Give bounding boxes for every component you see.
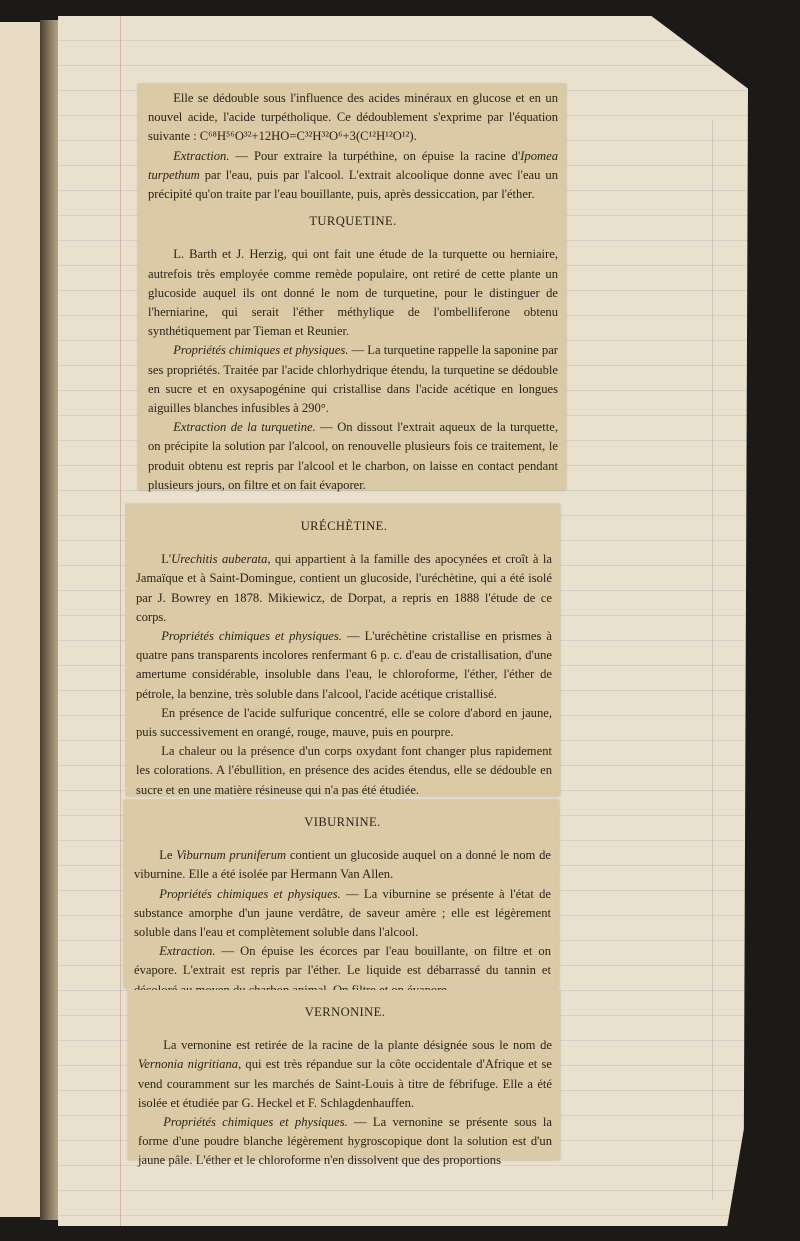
right-margin-rule: [712, 120, 713, 1200]
heading-vernonine: VERNONINE.: [304, 1005, 386, 1019]
paragraph-turpethine-split: Elle se dédouble sous l'influence des acides minéraux en glucose et en un nouvel acide, l'acide turpétholique. Ce dédoublement s'exprime par l'équation suivante : C⁶⁸H⁵⁶O³²+12HO=C³²H³²O⁶+3(C¹²H¹²O¹²).: [148, 91, 558, 144]
heading-viburnine: VIBURNINE.: [304, 815, 381, 829]
paragraph-vernonine-intro: La vernonine est retirée de la racine de la plante désignée sous le nom de Vernonia nigritiana, qui est très répandue sur la côte occidentale d'Afrique et se vend couramment sur les marchés de Saint-Louis à titre de fébrifuge. Elle a été isolée et étudiée par G. Heckel et F. Schlagdenhauffen.: [138, 1038, 552, 1110]
margin-rule: [120, 16, 121, 1226]
heading-urechetine: URÉCHÈTINE.: [300, 519, 388, 533]
paragraph-turquetine-extraction: Extraction de la turquetine. — On dissout l'extrait aqueux de la turquette, on précipite la solution par l'alcool, on renouvelle plusieurs fois ce traitement, le produit obtenu est repris par l'alcool et le charbon, on laisse en contact pendant plusieurs jours, on filtre et on fait évaporer.: [148, 420, 558, 492]
paragraph-urechetine-properties: Propriétés chimiques et physiques. — L'uréchètine cristallise en prismes à quatre pans transparents incolores renfermant 6 p. c. d'eau de cristallisation, d'une amertume considérable, insoluble dans l'eau, le chloroforme, l'éther, l'éther de pétrole, la benzine, très soluble dans l'alcool, l'acide acétique cristallisé.: [136, 629, 552, 701]
paragraph-urechetine-heat: La chaleur ou la présence d'un corps oxydant font changer plus rapidement les colorations. A l'ébullition, en présence des acides étendus, elle se dédouble en sucre et en une matière résineuse qui n'a pas été étudiée.: [136, 744, 552, 797]
clipping-vernonine: [128, 990, 560, 1168]
clipping-urechetine: [126, 504, 560, 796]
clipping-viburnine: [124, 800, 559, 988]
paragraph-urechetine-intro: L'Urechitis auberata, qui appartient à la famille des apocynées et croît à la Jamaïque et à Saint-Domingue, contient un glucoside, l'uréchètine, qui a été isolé par J. Bowrey en 1878. Mikiewicz, de Dorpat, a repris en 1888 l'étude de ce corps.: [136, 552, 552, 624]
paragraph-urechetine-colors: En présence de l'acide sulfurique concentré, elle se colore d'abord en jaune, puis successivement en orangé, rouge, mauve, puis en pourpre.: [136, 705, 552, 740]
paragraph-viburnine-properties: Propriétés chimiques et physiques. — La viburnine se présente à l'état de substance amorphe d'un jaune verdâtre, de saveur amère ; elle est légèrement soluble dans l'eau et complètement soluble dans l'alcool.: [134, 886, 551, 940]
paragraph-turquetine-properties: Propriétés chimiques et physiques. — La turquetine rappelle la saponine par ses propriétés. Traitée par l'acide chlorhydrique étendu, la turquetine se dédouble en sucre et en oxysapogénine qui cristallise dans l'acide acétique en longues aiguilles blanches infusibles à 290°.: [148, 343, 558, 416]
paragraph-vernonine-properties: Propriétés chimiques et physiques. — La vernonine se présente sous la forme d'une poudre blanche légèrement hygroscopique dont la solution est d'un jaune pâle. L'éther et le chloroforme n'en dissolvent que des proportions: [138, 1115, 552, 1168]
clipping-turquetine: [138, 84, 566, 490]
paragraph-turpethine-extraction: Extraction. — Pour extraire la turpéthine, on épuise la racine d'Ipomea turpethum par l'eau, puis par l'alcool. L'extrait alcoolique donne avec l'eau un précipité qu'on traite par l'eau bouillante, puis, après dessiccation, par l'éther.: [148, 148, 558, 202]
paragraph-viburnine-intro: Le Viburnum pruniferum contient un glucoside auquel on a donné le nom de viburnine. Elle a été isolée par Hermann Van Allen.: [134, 848, 551, 882]
left-page-edge: [0, 22, 43, 1217]
heading-turquetine: TURQUETINE.: [309, 214, 397, 229]
paragraph-viburnine-extraction: Extraction. — On épuise les écorces par l'eau bouillante, on filtre et on évapore. L'extrait est repris par l'éther. Le liquide est débarrassé du tannin et: [134, 944, 551, 978]
paragraph-turquetine-intro: L. Barth et J. Herzig, qui ont fait une étude de la turquette ou herniaire, autrefois très employée comme remède populaire, ont retiré de cette plante un glucoside auquel ils ont donné le nom de turquetine, pour le distinguer de l'herniarine, qui serait l'éther méthylique de l'ombelliferone obtenu synthétiquement par Tieman et Reunier.: [148, 247, 558, 339]
